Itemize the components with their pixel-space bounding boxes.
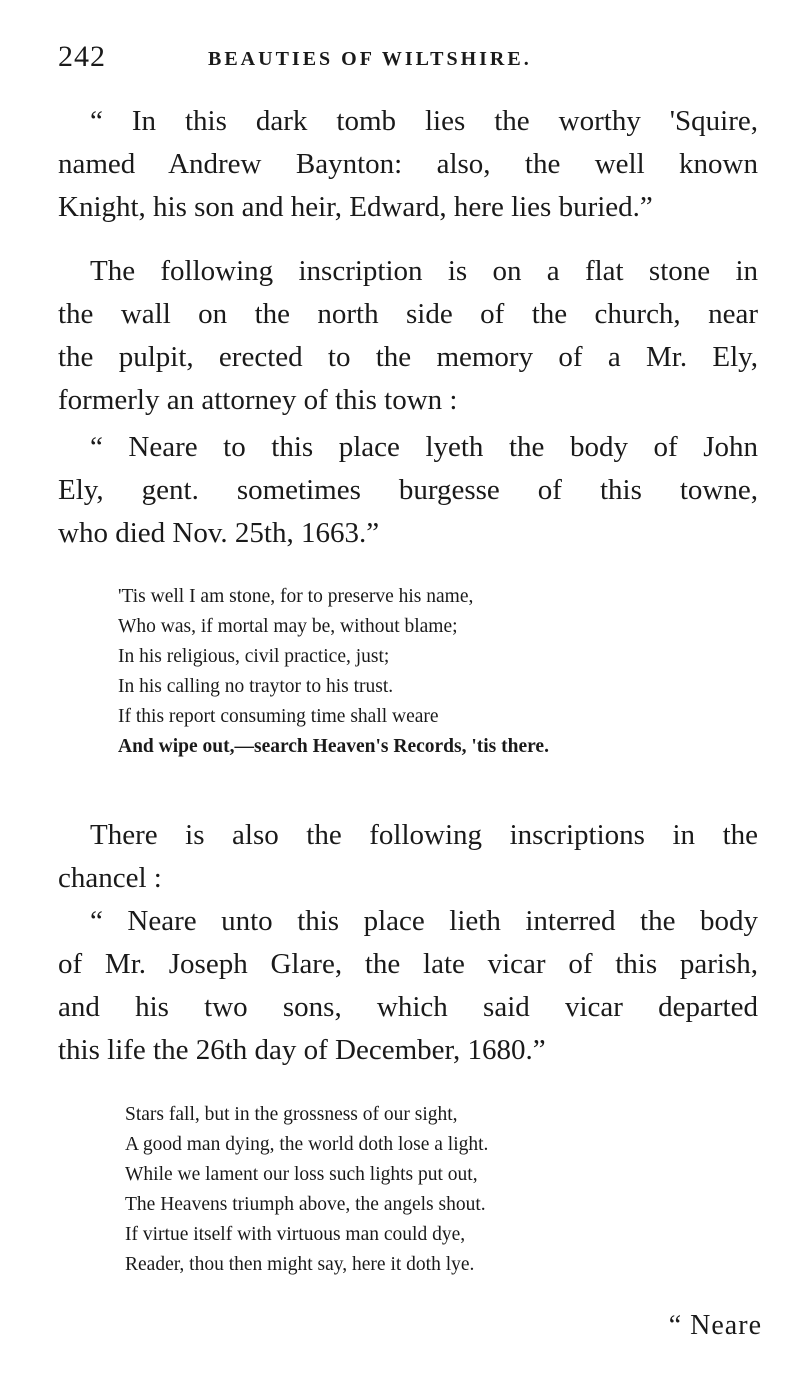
text-line: the pulpit, erected to the memory of a Mr. Ely, xyxy=(58,341,758,373)
text-line: Knight, his son and heir, Edward, here lies buried.” xyxy=(58,191,653,223)
text-line: and his two sons, which said vicar departed xyxy=(58,991,758,1023)
verse-line: In his calling no traytor to his trust. xyxy=(118,676,394,697)
text-line: Ely, gent. sometimes burgesse of this towne, xyxy=(58,474,758,506)
catchword: “ Neare xyxy=(668,1310,762,1341)
text-line: The following inscription is on a flat stone in xyxy=(90,255,758,287)
text-line: of Mr. Joseph Glare, the late vicar of this parish, xyxy=(58,948,758,980)
text-line: “ In this dark tomb lies the worthy 'Squire, xyxy=(90,105,758,137)
ely-verse xyxy=(118,582,718,762)
text-line: “ Neare to this place lyeth the body of John xyxy=(90,431,758,463)
text-line: named Andrew Baynton: also, the well known xyxy=(58,148,758,180)
text-line: formerly an attorney of this town : xyxy=(58,384,458,416)
page-header xyxy=(58,40,758,76)
glare-inscription-paragraph xyxy=(58,900,758,1072)
verse-line: If this report consuming time shall weare xyxy=(118,706,439,727)
verse-line: The Heavens triumph above, the angels shout. xyxy=(125,1194,486,1215)
text-line: this life the 26th day of December, 1680.” xyxy=(58,1034,546,1066)
glare-verse xyxy=(125,1100,725,1280)
verse-line: And wipe out,—search Heaven's Records, 'tis there. xyxy=(118,736,549,757)
verse-line: Reader, thou then might say, here it doth lye. xyxy=(125,1254,475,1275)
verse-line: Stars fall, but in the grossness of our sight, xyxy=(125,1104,458,1125)
text-line: There is also the following inscriptions in the xyxy=(90,819,758,851)
ely-intro-paragraph xyxy=(58,250,758,422)
verse-line: 'Tis well I am stone, for to preserve his name, xyxy=(118,586,474,607)
baynton-epitaph-paragraph xyxy=(58,100,758,229)
verse-line: In his religious, civil practice, just; xyxy=(118,646,390,667)
text-line: who died Nov. 25th, 1663.” xyxy=(58,517,380,549)
page-number: 242 xyxy=(58,40,106,73)
verse-line: Who was, if mortal may be, without blame; xyxy=(118,616,458,637)
text-line: chancel : xyxy=(58,862,162,894)
chancel-intro-paragraph xyxy=(58,814,758,900)
running-head: BEAUTIES OF WILTSHIRE. xyxy=(208,48,532,70)
ely-inscription-paragraph xyxy=(58,426,758,555)
verse-line: A good man dying, the world doth lose a light. xyxy=(125,1134,489,1155)
text-line: “ Neare unto this place lieth interred the body xyxy=(90,905,758,937)
verse-line: If virtue itself with virtuous man could dye, xyxy=(125,1224,466,1245)
verse-line: While we lament our loss such lights put out, xyxy=(125,1164,478,1185)
text-line: the wall on the north side of the church, near xyxy=(58,298,758,330)
